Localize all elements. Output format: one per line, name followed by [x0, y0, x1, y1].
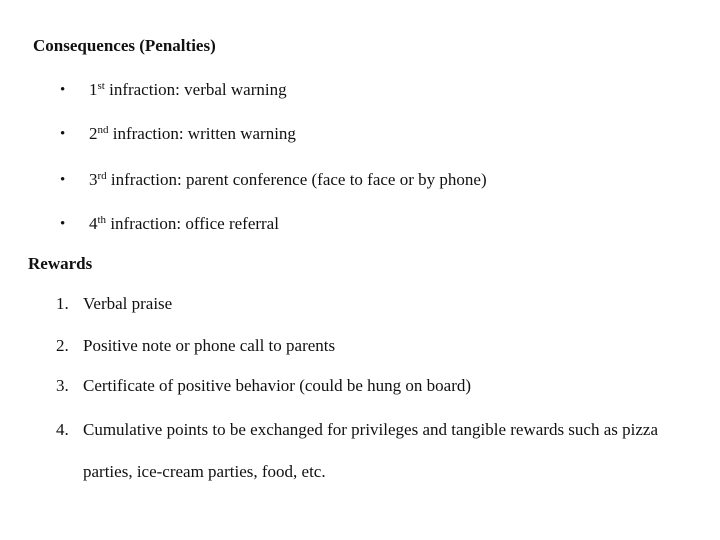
consequence-item-label: infraction: parent conference (face to face or by phone)	[106, 170, 487, 189]
ordinal-suffix: nd	[97, 124, 109, 136]
consequence-item-text	[89, 170, 487, 190]
consequence-item-label: infraction: verbal warning	[104, 80, 287, 99]
list-number: 4.	[56, 420, 69, 439]
bullet-icon: •	[60, 126, 66, 142]
ordinal-number: 3	[89, 170, 98, 189]
rewards-heading: Rewards	[28, 254, 93, 273]
list-number: 3.	[56, 376, 69, 395]
reward-item-text: Verbal praise	[83, 294, 173, 313]
consequence-item-label: infraction: written warning	[108, 124, 296, 143]
consequence-item-text	[89, 80, 287, 100]
list-number: 1.	[56, 294, 69, 313]
ordinal-suffix: th	[97, 214, 107, 226]
ordinal-number: 1	[89, 80, 98, 99]
ordinal-number: 4	[89, 214, 98, 233]
reward-item-text: Certificate of positive behavior (could be hung on board)	[83, 376, 472, 395]
ordinal-suffix: rd	[97, 170, 107, 182]
list-number: 2.	[56, 336, 69, 355]
reward-item-text: Cumulative points to be exchanged for privileges and tangible rewards such as pizza	[83, 420, 658, 439]
consequence-item-text	[89, 214, 279, 234]
bullet-icon: •	[60, 82, 66, 98]
reward-item-text: Positive note or phone call to parents	[83, 336, 336, 355]
reward-item-continuation: parties, ice-cream parties, food, etc.	[83, 462, 326, 481]
bullet-icon: •	[60, 172, 66, 188]
consequences-heading: Consequences (Penalties)	[33, 36, 216, 55]
consequence-item-label: infraction: office referral	[106, 214, 279, 233]
ordinal-suffix: st	[97, 80, 105, 92]
ordinal-number: 2	[89, 124, 98, 143]
consequence-item-text	[89, 124, 296, 144]
bullet-icon: •	[60, 216, 66, 232]
